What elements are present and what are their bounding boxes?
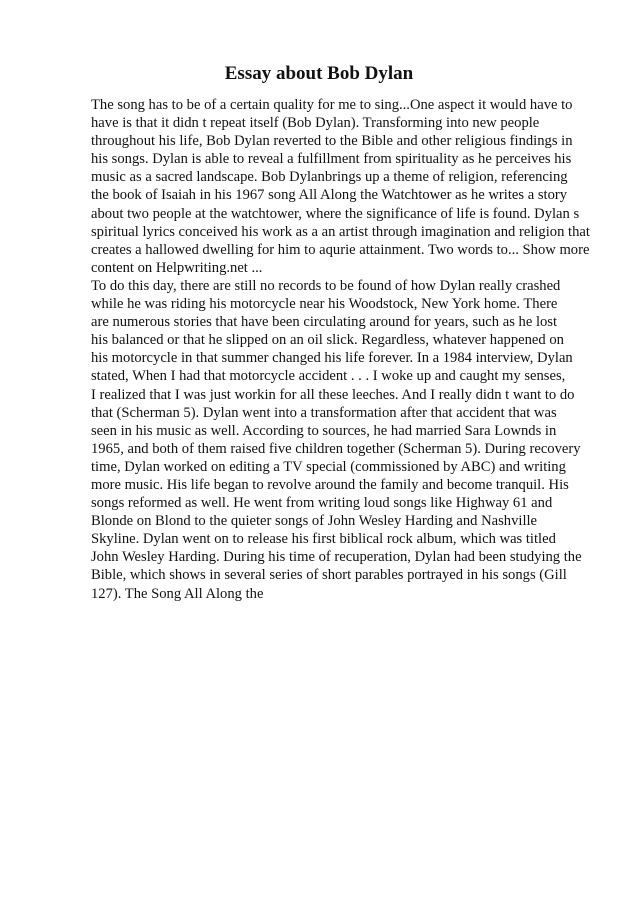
text-line: stated, When I had that motorcycle accident . . . I woke up and caught my senses, xyxy=(91,368,566,385)
text-line: songs reformed as well. He went from writing loud songs like Highway 61 and xyxy=(91,495,553,512)
text-line: spiritual lyrics conceived his work as a an artist through imagination and religion that xyxy=(91,223,590,240)
text-line: The song has to be of a certain quality for me to sing...One aspect it would have to xyxy=(91,97,573,113)
text-line: Bible, which shows in several series of short parables portrayed in his songs (Gill xyxy=(91,567,567,584)
text-line: throughout his life, Bob Dylan reverted to the Bible and other religious findings in xyxy=(91,133,573,150)
text-line: while he was riding his motorcycle near his Woodstock, New York home. There xyxy=(91,296,558,313)
text-line: Skyline. Dylan went on to release his first biblical rock album, which was titled xyxy=(91,531,556,548)
text-line: creates a hallowed dwelling for him to aqurie attainment. Two words to... Show more xyxy=(91,241,590,258)
text-line: are numerous stories that have been circulating around for years, such as he lost xyxy=(91,314,558,331)
text-line: more music. His life began to revolve around the family and become tranquil. His xyxy=(91,476,569,493)
text-line: have is that it didn t repeat itself (Bob Dylan). Transforming into new people xyxy=(91,115,540,132)
text-line: 1965, and both of them raised five children together (Scherman 5). During recovery xyxy=(91,440,581,457)
text-line: Blonde on Blond to the quieter songs of John Wesley Harding and Nashville xyxy=(91,513,538,530)
essay-body xyxy=(91,96,591,603)
document-title: Essay about Bob Dylan xyxy=(224,63,414,84)
text-line: music as a sacred landscape. Bob Dylanbrings up a theme of religion, referencing xyxy=(91,169,568,186)
text-line: that (Scherman 5). Dylan went into a transformation after that accident that was xyxy=(91,404,557,421)
text-line: I realized that I was just workin for all these leeches. And I really didn t want to do xyxy=(91,386,575,403)
text-line: John Wesley Harding. During his time of recuperation, Dylan had been studying the xyxy=(91,549,582,566)
text-line: seen in his music as well. According to sources, he had married Sara Lownds in xyxy=(91,422,557,439)
text-line: about two people at the watchtower, where the significance of life is found. Dylan s xyxy=(91,205,580,222)
text-line: his balanced or that he slipped on an oil slick. Regardless, whatever happened on xyxy=(91,332,564,349)
text-line: his songs. Dylan is able to reveal a fulfillment from spirituality as he perceives his xyxy=(91,151,572,168)
text-line: To do this day, there are still no records to be found of how Dylan really crashed xyxy=(91,277,561,294)
text-line: content on Helpwriting.net ... xyxy=(91,259,263,276)
text-line: 127). The Song All Along the xyxy=(91,585,264,602)
text-line: time, Dylan worked on editing a TV special (commissioned by ABC) and writing xyxy=(91,458,566,475)
text-line: the book of Isaiah in his 1967 song All Along the Watchtower as he writes a story xyxy=(91,187,568,204)
text-line: his motorcycle in that summer changed his life forever. In a 1984 interview, Dylan xyxy=(91,350,573,367)
